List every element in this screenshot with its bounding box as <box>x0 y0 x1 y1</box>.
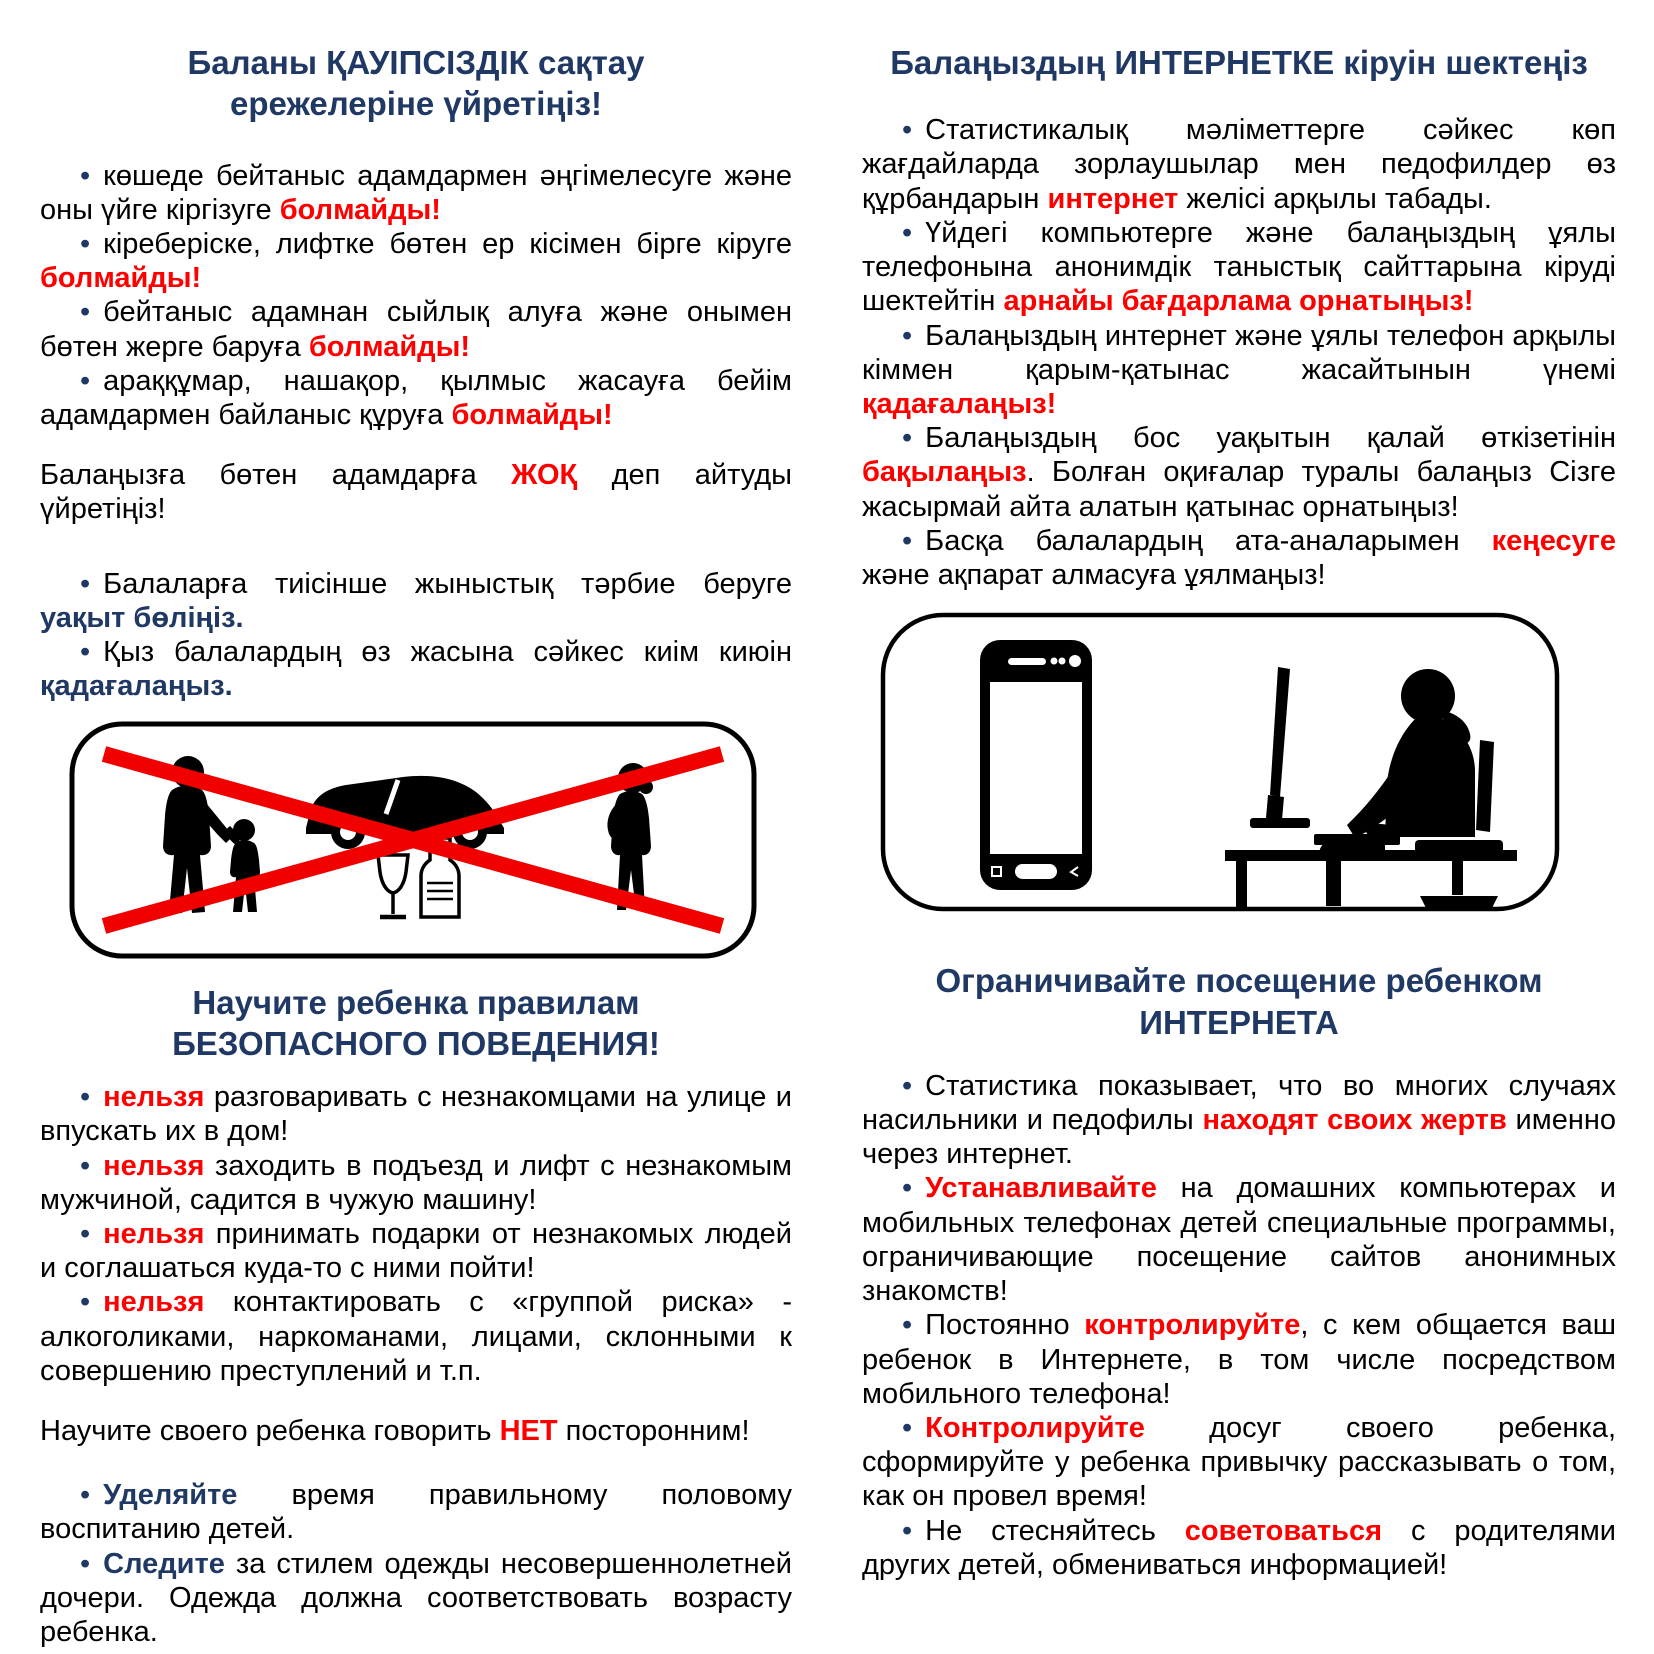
bullet-text: Уделяйте время правильному половому воспитанию детей. <box>40 1479 792 1546</box>
bullet-item <box>40 295 792 363</box>
title-line: Научите ребенка правилам <box>192 983 640 1021</box>
title-line: ИНТЕРНЕТА <box>1139 1003 1339 1041</box>
bullet-item <box>862 1411 1616 1514</box>
bullet-item <box>862 1171 1616 1308</box>
bullet-text: Қыз балалардың өз жасына сәйкес киім киюін қадағалаңыз. <box>40 636 792 703</box>
bullet-item <box>40 635 792 703</box>
internet-illustration <box>880 612 1560 912</box>
bullet-dot: • <box>80 1547 91 1580</box>
title-line: Ограничивайте посещение ребенком <box>935 962 1543 1000</box>
bullet-text: көшеде бейтаныс адамдармен әңгімелесуге және оны үйге кіргізуге болмайды! <box>40 159 792 226</box>
no-strangers-illustration <box>68 720 758 960</box>
smartphone-icon <box>980 640 1092 890</box>
bullet-dot: • <box>80 1286 91 1319</box>
bullet-text: нельзя заходить в подъезд и лифт с незнакомым мужчиной, садится в чужую машину! <box>40 1149 792 1216</box>
bullet-text: нельзя принимать подарки от незнакомых людей и соглашаться куда-то с ними пойти! <box>40 1217 792 1285</box>
section-title-kk-safety <box>40 42 792 125</box>
bullet-text: Басқа балалардың ата-аналарымен кеңесуге және ақпарат алмасуға ұялмаңыз! <box>862 524 1616 592</box>
bullet-dot: • <box>902 1172 913 1205</box>
bullet-item <box>862 113 1616 216</box>
bullet-dot: • <box>80 159 91 192</box>
bullet-text: кіреберіске, лифтке бөтен ер кісімен бірге кіруге болмайды! <box>40 227 792 295</box>
bullet-dot: • <box>902 524 913 557</box>
bullet-text: Үйдегі компьютерге және балаңыздың ұялы телефонына анонимдік таныстық сайттарына кіруді шектейтін арнайы бағдарлама орнатыңыз! <box>862 216 1616 318</box>
bullet-text: Статистикалық мәліметтерге сәйкес көп жағдайларда зорлаушылар мен педофилдер өз құрбандарын интернет желісі арқылы табады. <box>862 114 1616 215</box>
bullet-text: бейтаныс адамнан сыйлық алуға және онымен бөтен жерге баруға болмайды! <box>40 296 792 363</box>
bullet-item <box>40 1478 792 1546</box>
bullet-dot: • <box>902 1514 913 1547</box>
bullet-dot: • <box>80 1217 91 1250</box>
bullet-item <box>40 364 792 432</box>
bullet-text: нельзя разговаривать с незнакомцами на улице и впускать их в дом! <box>40 1081 792 1148</box>
bullet-item <box>40 159 792 227</box>
bullet-dot: • <box>902 114 913 147</box>
bullet-item <box>40 1547 792 1650</box>
section-title-ru-internet <box>862 960 1616 1043</box>
ru-internet-bullets <box>862 1069 1616 1582</box>
title-line: Балаңыздың ИНТЕРНЕТКЕ кіруін шектеңіз <box>890 44 1588 81</box>
bullet-item <box>862 1069 1616 1172</box>
kk-say-no-note: Балаңызға бөтен адамдарға ЖОҚ деп айтуды үйретіңіз! <box>40 459 792 526</box>
bullet-text: араққұмар, нашақор, қылмыс жасауға бейім адамдармен байланыс құруға болмайды! <box>40 364 792 432</box>
title-line: ережелеріне үйретіңіз! <box>230 85 602 123</box>
bullet-dot: • <box>902 319 913 352</box>
bullet-item <box>40 1149 792 1217</box>
bullet-dot: • <box>80 1149 91 1182</box>
bullet-item <box>862 319 1616 422</box>
bullet-text: Контролируйте досуг своего ребенка, сформируйте у ребенка привычку рассказывать о том, как он провел время! <box>862 1412 1616 1513</box>
bullet-dot: • <box>80 227 91 260</box>
ru-advice-bullets <box>40 1478 792 1649</box>
bullet-dot: • <box>902 1069 913 1102</box>
bullet-dot: • <box>80 636 91 669</box>
bullet-dot: • <box>80 1479 91 1512</box>
bullet-item <box>40 1217 792 1285</box>
bullet-text: нельзя контактировать с «группой риска» - алкоголиками, наркоманами, лицами, склонными к совершению преступлений и т.п. <box>40 1286 792 1387</box>
section-title-ru-safety <box>40 982 792 1065</box>
bullet-text: Балаңыздың интернет және ұялы телефон арқылы кіммен қарым-қатынас жасайтынын үнемі қадағалаңыз! <box>862 319 1616 420</box>
bullet-text: Устанавливайте на домашних компьютерах и мобильных телефонах детей специальные программы, ограничивающие посещение сайтов анонимных знакомств! <box>862 1172 1616 1308</box>
bullet-item <box>40 1285 792 1388</box>
bullet-dot: • <box>902 1412 913 1444</box>
bullet-text: Балаларға тиісінше жыныстық тәрбие беруге уақыт бөліңіз. <box>40 567 792 634</box>
title-line: Баланы ҚАУІПСІЗДІК сақтау <box>187 44 645 81</box>
bullet-item <box>862 1514 1616 1582</box>
bullet-text: Постоянно контролируйте, с кем общается ваш ребенок в Интернете, в том числе посредством мобильного телефона! <box>862 1309 1616 1410</box>
bullet-text: Статистика показывает, что во многих случаях насильники и педофилы находят своих жертв именно через интернет. <box>862 1069 1616 1171</box>
bullet-dot: • <box>902 1309 913 1342</box>
bullet-item <box>40 567 792 635</box>
bullet-dot: • <box>80 567 91 600</box>
bullet-text: Следите за стилем одежды несовершеннолетней дочери. Одежда должна соответствовать возрасту ребенка. <box>40 1547 792 1649</box>
bullet-dot: • <box>80 296 91 329</box>
right-column <box>862 42 1616 1582</box>
title-line: БЕЗОПАСНОГО ПОВЕДЕНИЯ! <box>172 1024 660 1062</box>
kk-advice-bullets <box>40 567 792 704</box>
kk-internet-bullets <box>862 113 1616 592</box>
kk-safety-bullets <box>40 159 792 433</box>
bullet-item <box>862 216 1616 319</box>
ru-say-no-note: Научите своего ребенка говорить НЕТ посторонним! <box>40 1415 750 1448</box>
bullet-item <box>862 421 1616 524</box>
ru-safety-bullets <box>40 1080 792 1388</box>
bullet-dot: • <box>902 216 913 249</box>
bullet-item <box>862 524 1616 592</box>
bullet-dot: • <box>902 422 913 455</box>
bullet-dot: • <box>80 364 91 397</box>
bullet-dot: • <box>80 1081 91 1114</box>
bullet-item <box>40 227 792 295</box>
bullet-item <box>862 1308 1616 1411</box>
bullet-text: Балаңыздың бос уақытын қалай өткізетінін бақылаңыз. Болған оқиғалар туралы балаңыз Сізге жасырмай айта алатын қатынас орнатыңыз! <box>862 422 1616 523</box>
section-title-kk-internet <box>862 42 1616 83</box>
bullet-text: Не стесняйтесь советоваться с родителями других детей, обмениваться информацией! <box>862 1514 1616 1581</box>
bullet-item <box>40 1080 792 1148</box>
left-column <box>40 42 792 1649</box>
